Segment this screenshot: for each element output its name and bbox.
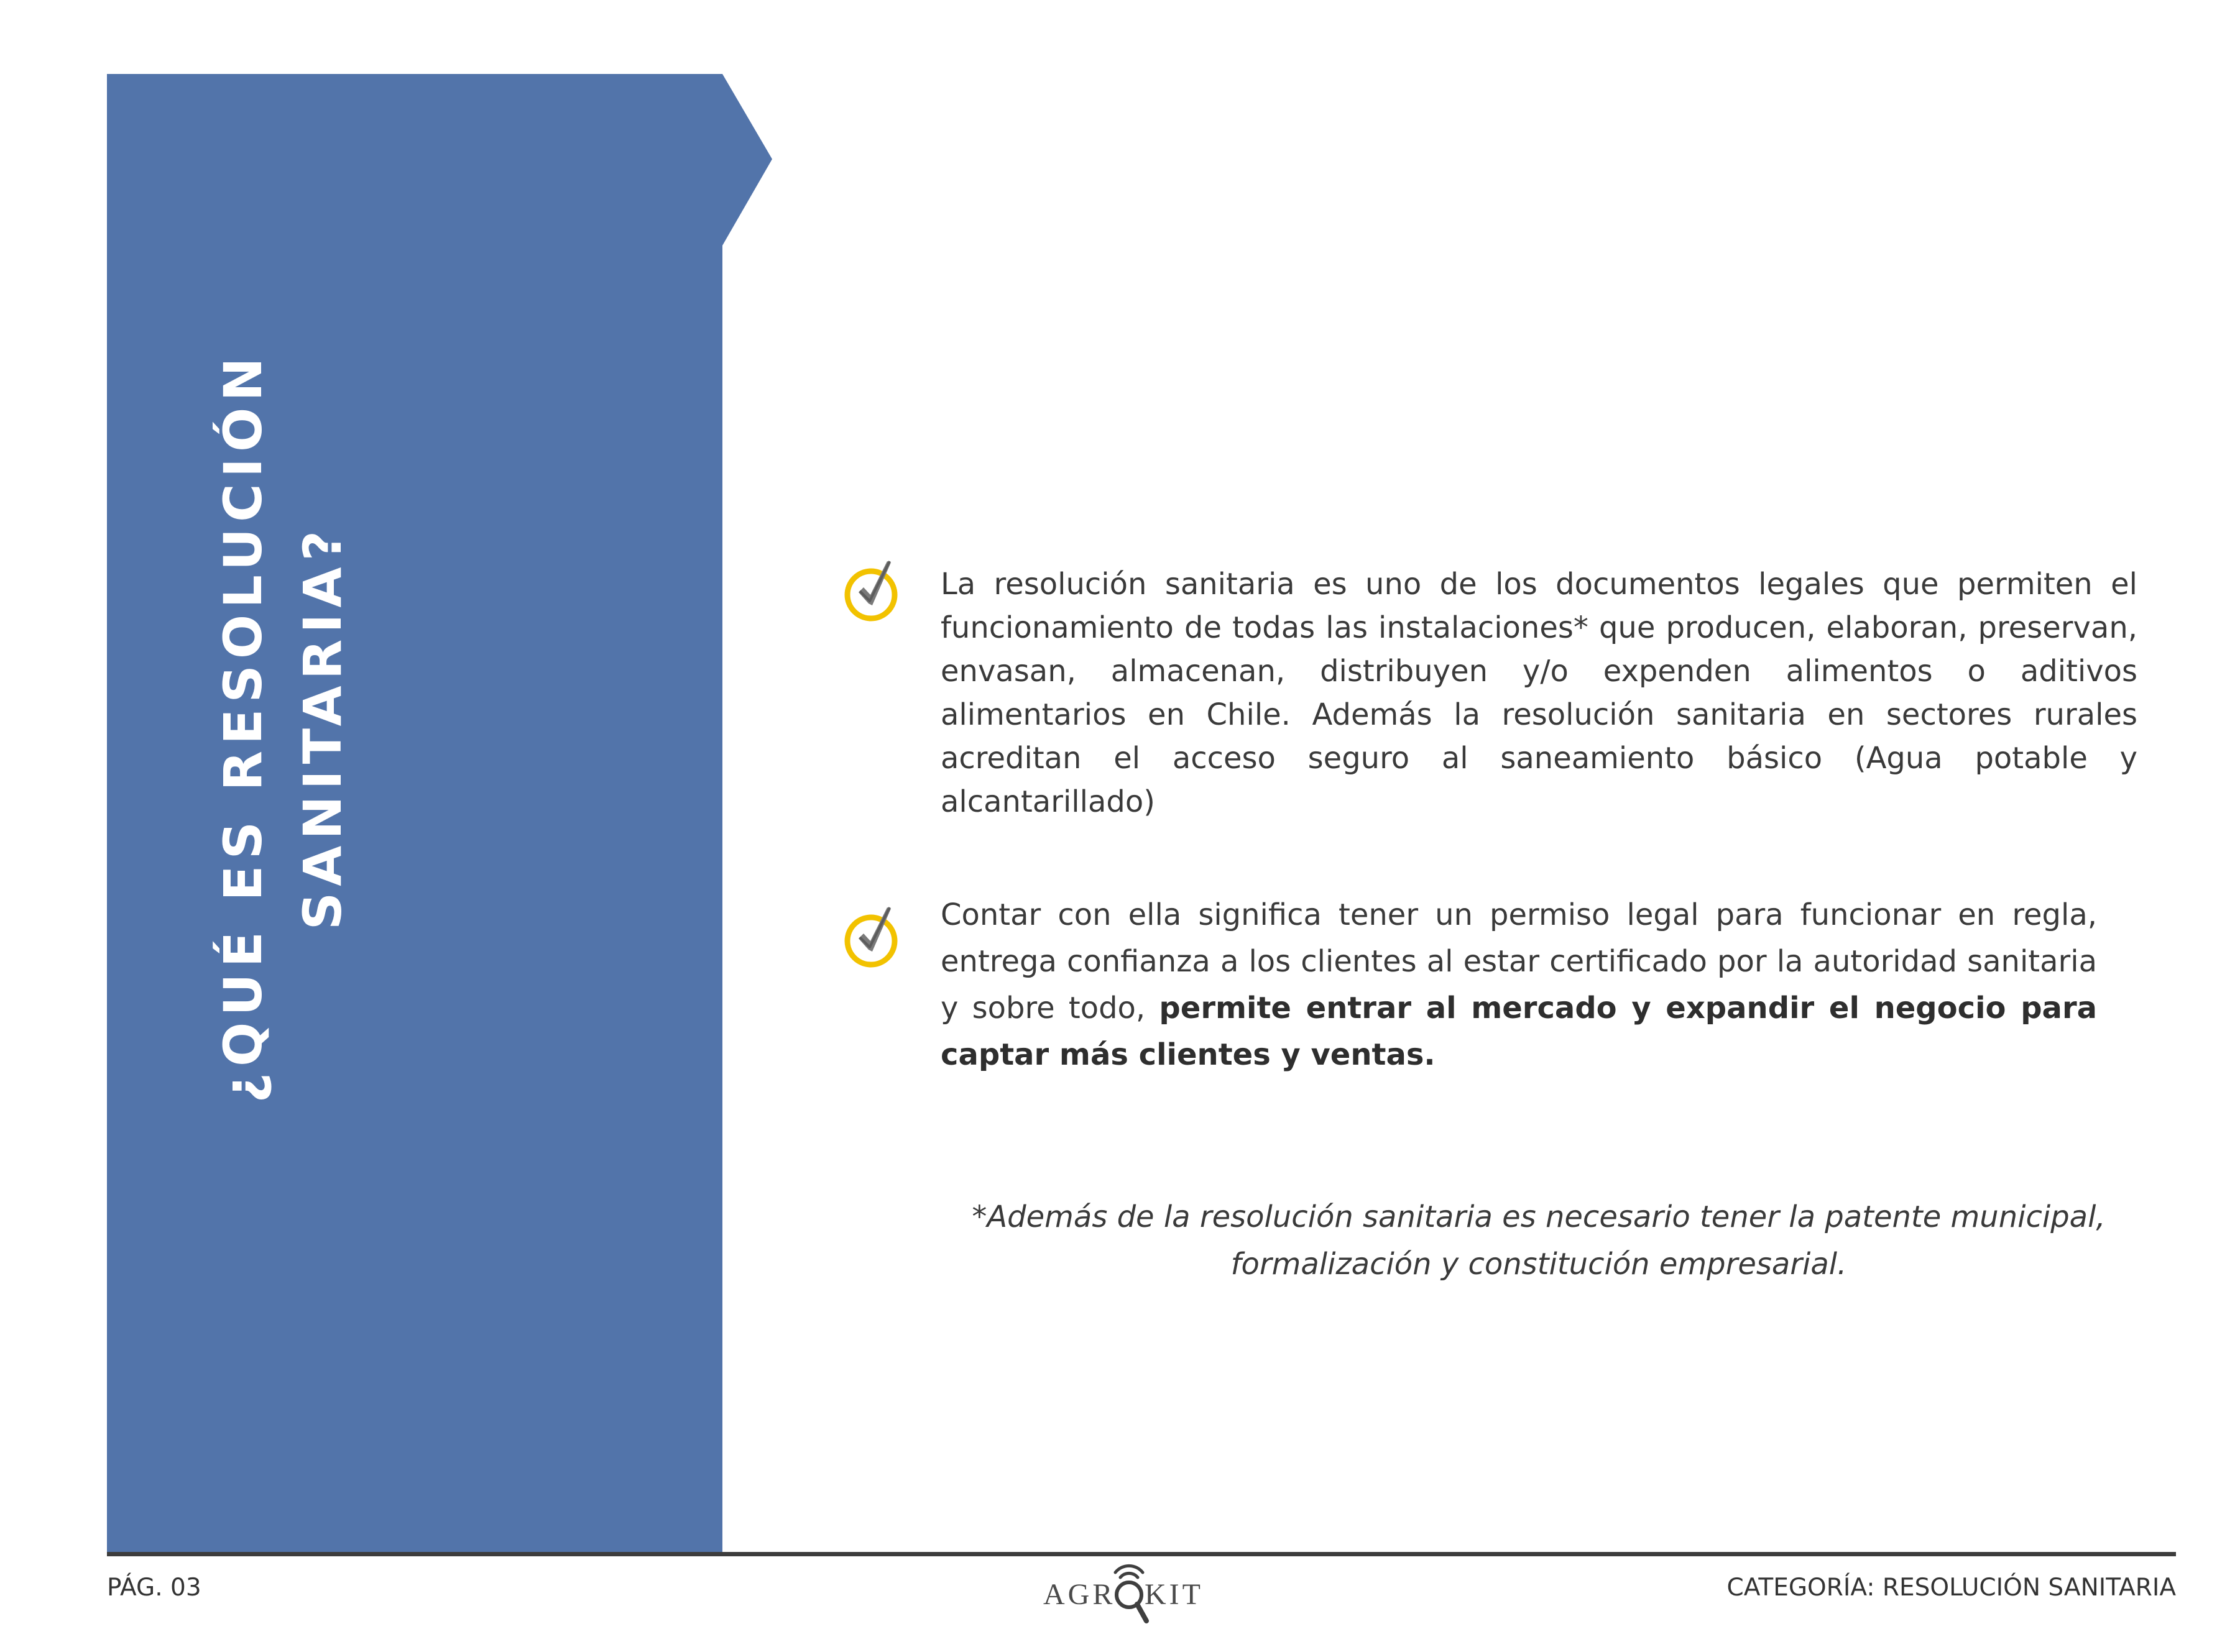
check-circle-icon — [841, 902, 910, 971]
agrokit-logo — [1041, 1554, 1215, 1628]
footnote-line-1: *Además de la resolución sanitaria es necesario tener la patente municipal, — [972, 1200, 2106, 1234]
paragraph-benefits-text: Contar con ella significa tener un permiso legal para funcionar en regla, entrega confianza a los clientes al estar certificado por la autoridad sanitaria y sobre todo, — [941, 897, 2097, 1026]
page-title-line-2: SANITARIA? — [292, 524, 353, 930]
page-number: PÁG. 03 — [107, 1574, 201, 1602]
footnote-line-2: formalización y constitución empresarial. — [1230, 1247, 1847, 1282]
check-circle-icon — [841, 556, 910, 625]
page-title — [203, 323, 362, 1131]
page-title-line-1: ¿QUÉ ES RESOLUCIÓN — [213, 351, 274, 1103]
category-label: CATEGORÍA: RESOLUCIÓN SANITARIA — [1726, 1574, 2176, 1602]
paragraph-benefits-emphasis: permite entrar al mercado y expandir el negocio para captar más clientes y ventas. — [941, 991, 2098, 1072]
logo-text-left: AGR — [1043, 1578, 1116, 1611]
paragraph-definition: La resolución sanitaria es uno de los documentos legales que permiten el funcionamiento de todas las instalaciones* que producen, elaboran, preservan, envasan, almacenan, distribuyen y/o expenden alimentos o aditivos alimentarios en Chile. Además la resolución sanitaria en sectores rurales acreditan el acceso seguro al saneamiento básico (Agua potable y alcantarillado) — [941, 567, 2137, 819]
logo-text-right: KIT — [1145, 1578, 1204, 1611]
paragraph-benefits — [941, 892, 2097, 1078]
footnote — [901, 1193, 2176, 1288]
